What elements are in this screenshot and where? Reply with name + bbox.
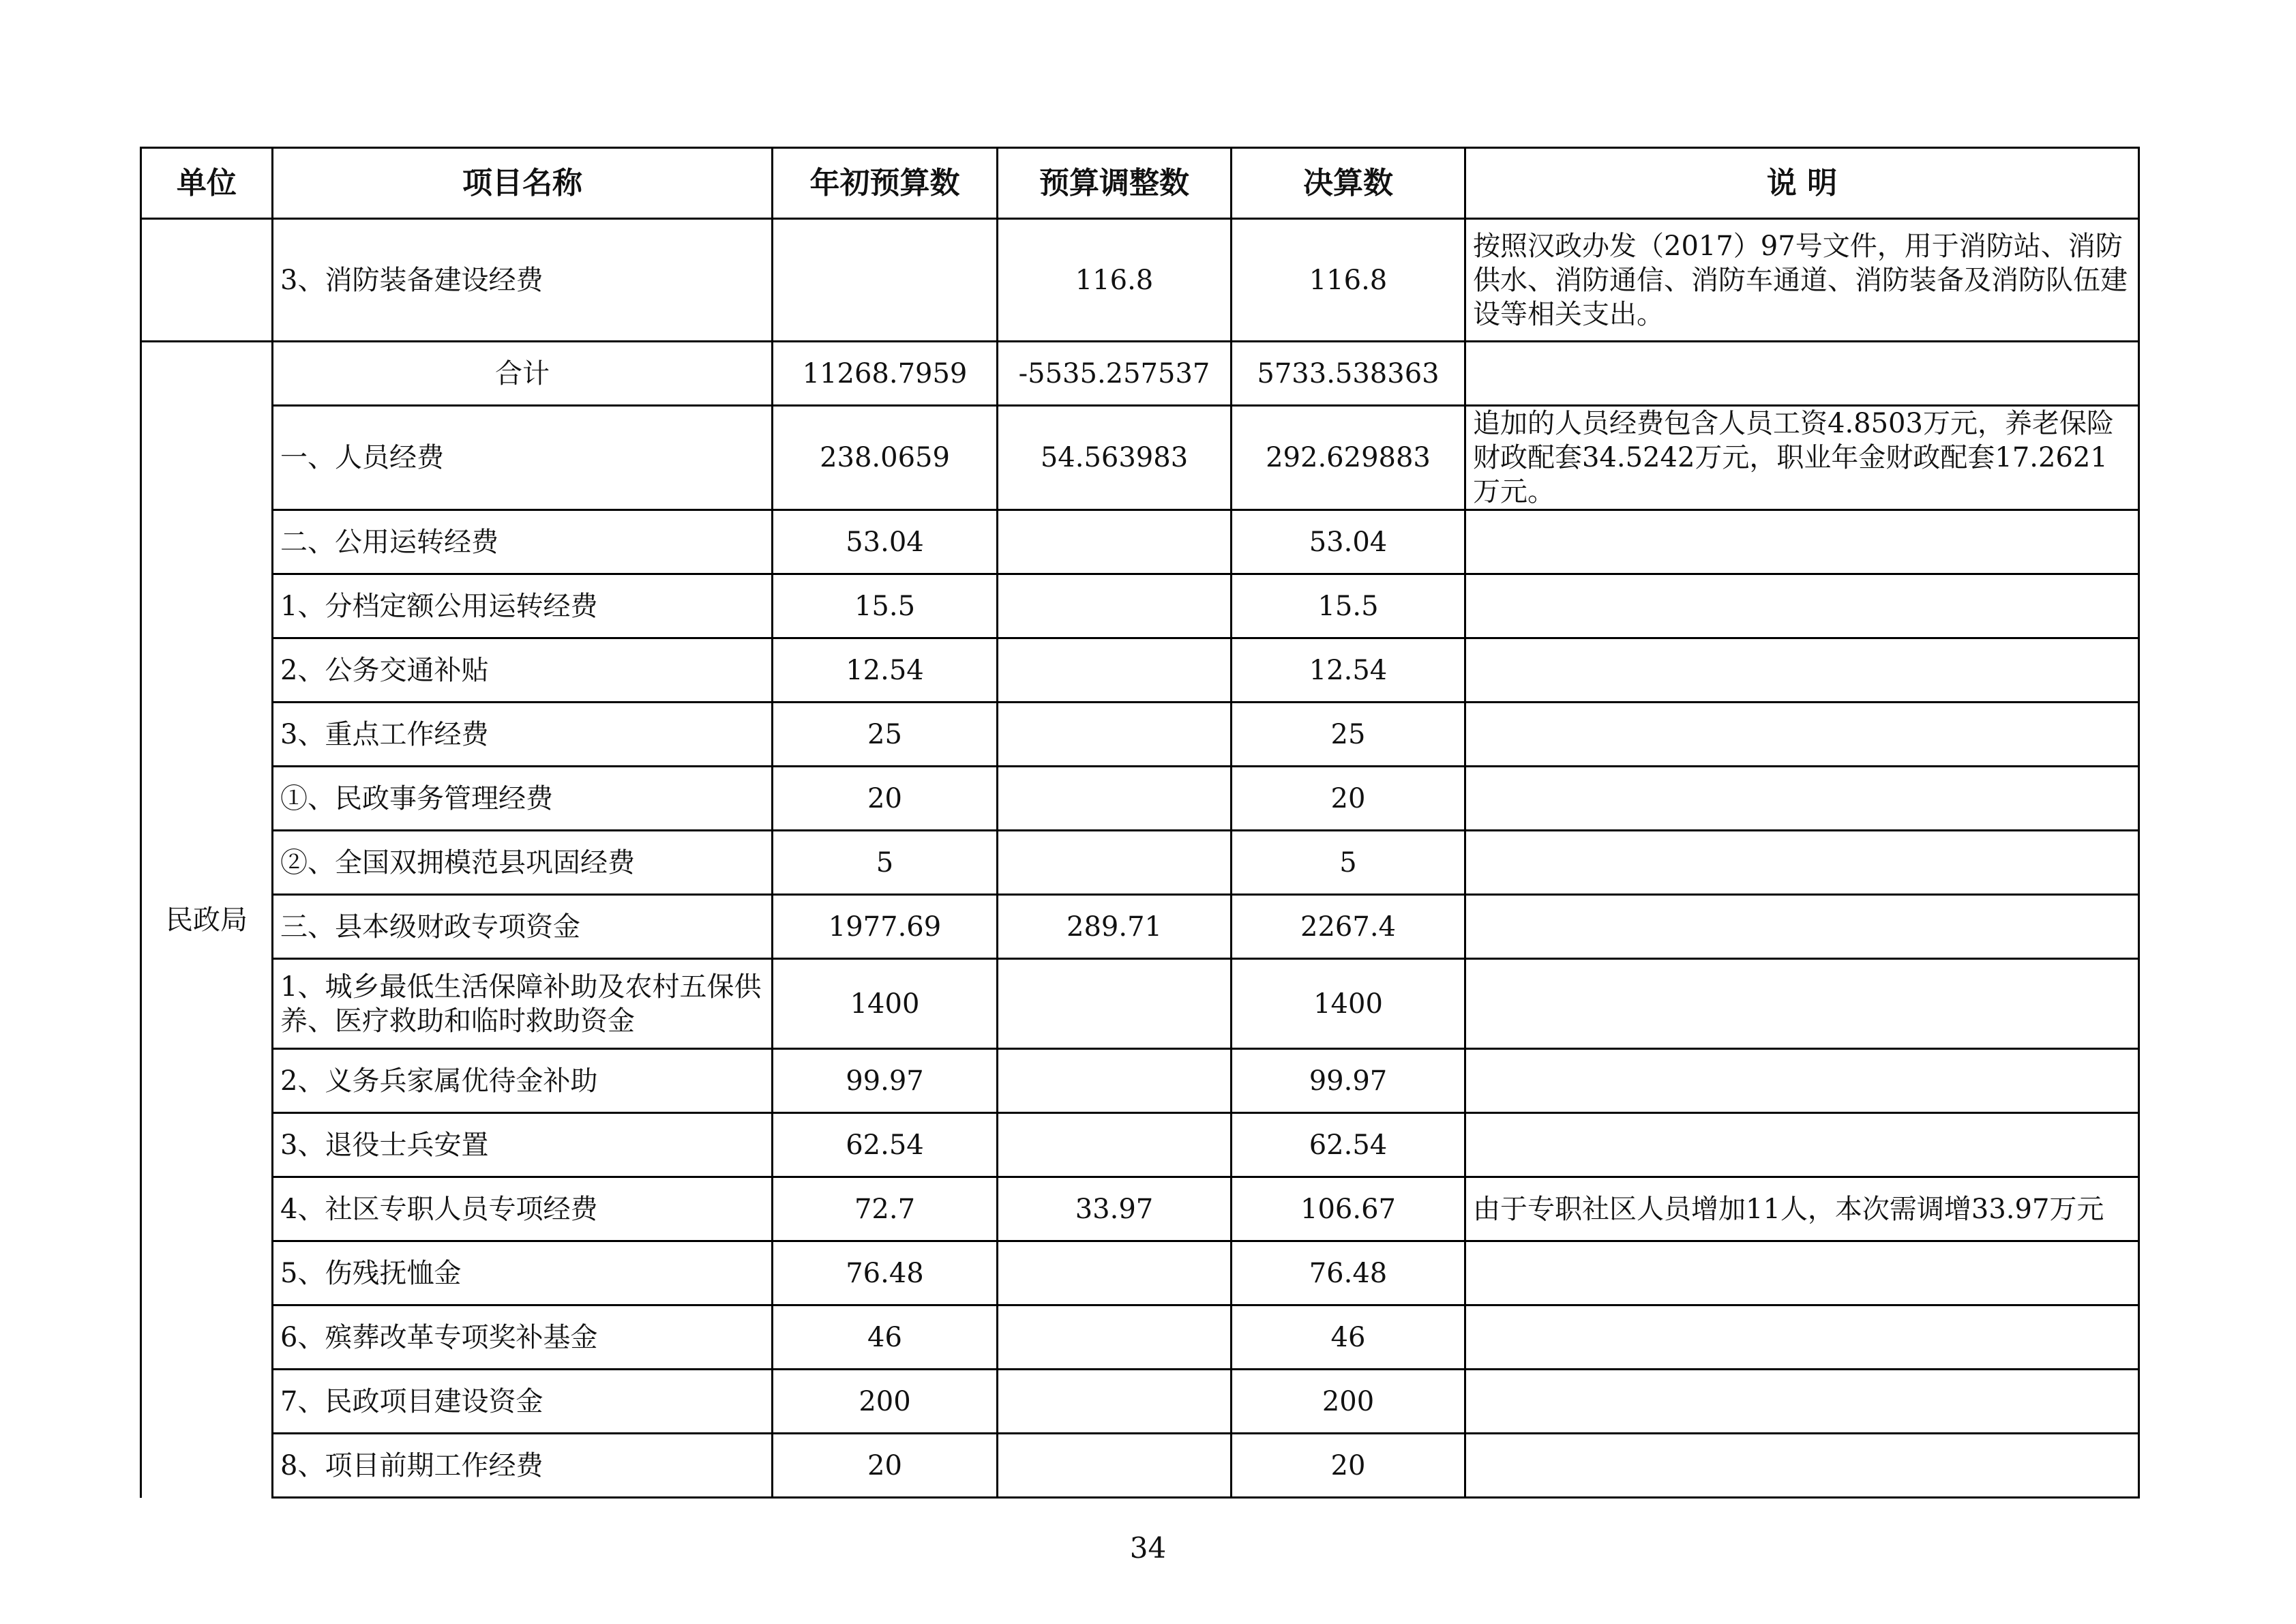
- project-name-cell: 合计: [273, 342, 773, 406]
- initial-budget-cell: [773, 219, 998, 342]
- table-row: [141, 703, 2139, 767]
- table-row: [141, 510, 2139, 574]
- project-name-cell: ②、全国双拥模范县巩固经费: [273, 831, 773, 895]
- table-row: [141, 1177, 2139, 1241]
- table-row: [141, 767, 2139, 831]
- adjustment-cell: 116.8: [998, 219, 1232, 342]
- table-header-row: [141, 148, 2139, 219]
- initial-budget-cell: 20: [773, 1434, 998, 1498]
- project-name-cell: 1、城乡最低生活保障补助及农村五保供养、医疗救助和临时救助资金: [273, 959, 773, 1049]
- initial-budget-cell: 99.97: [773, 1049, 998, 1113]
- final-account-cell: 12.54: [1232, 638, 1465, 703]
- header-initial-budget: 年初预算数: [773, 148, 998, 219]
- note-cell: [1465, 1049, 2139, 1113]
- note-cell: [1465, 767, 2139, 831]
- table-row: [141, 959, 2139, 1049]
- unit-cell: [141, 219, 273, 342]
- initial-budget-cell: 5: [773, 831, 998, 895]
- unit-cell: 民政局: [141, 342, 273, 1498]
- initial-budget-cell: 200: [773, 1370, 998, 1434]
- table-row: [141, 1241, 2139, 1305]
- note-cell: [1465, 1241, 2139, 1305]
- adjustment-cell: [998, 1370, 1232, 1434]
- header-budget-adjustment: 预算调整数: [998, 148, 1232, 219]
- adjustment-cell: 54.563983: [998, 406, 1232, 510]
- note-cell: [1465, 574, 2139, 638]
- project-name-cell: 1、分档定额公用运转经费: [273, 574, 773, 638]
- note-cell: [1465, 342, 2139, 406]
- adjustment-cell: [998, 767, 1232, 831]
- header-project-name: 项目名称: [273, 148, 773, 219]
- budget-table: [140, 147, 2140, 1498]
- initial-budget-cell: 72.7: [773, 1177, 998, 1241]
- final-account-cell: 15.5: [1232, 574, 1465, 638]
- initial-budget-cell: 25: [773, 703, 998, 767]
- adjustment-cell: [998, 1049, 1232, 1113]
- initial-budget-cell: 1400: [773, 959, 998, 1049]
- initial-budget-cell: 76.48: [773, 1241, 998, 1305]
- project-name-cell: 三、县本级财政专项资金: [273, 895, 773, 959]
- final-account-cell: 99.97: [1232, 1049, 1465, 1113]
- initial-budget-cell: 15.5: [773, 574, 998, 638]
- table-row: [141, 219, 2139, 342]
- note-cell: [1465, 703, 2139, 767]
- table-row: [141, 1113, 2139, 1177]
- project-name-cell: 3、重点工作经费: [273, 703, 773, 767]
- table-row: [141, 1434, 2139, 1498]
- final-account-cell: 76.48: [1232, 1241, 1465, 1305]
- project-name-cell: 5、伤残抚恤金: [273, 1241, 773, 1305]
- page-number: 34: [1129, 1531, 1167, 1565]
- adjustment-cell: [998, 831, 1232, 895]
- adjustment-cell: [998, 959, 1232, 1049]
- project-name-cell: 7、民政项目建设资金: [273, 1370, 773, 1434]
- table-row: [141, 1370, 2139, 1434]
- final-account-cell: 46: [1232, 1305, 1465, 1370]
- initial-budget-cell: 1977.69: [773, 895, 998, 959]
- table-row: [141, 406, 2139, 510]
- project-name-cell: 4、社区专职人员专项经费: [273, 1177, 773, 1241]
- adjustment-cell: [998, 1434, 1232, 1498]
- header-unit: 单位: [141, 148, 273, 219]
- final-account-cell: 25: [1232, 703, 1465, 767]
- note-cell: 按照汉政办发（2017）97号文件，用于消防站、消防供水、消防通信、消防车通道、消防装备及消防队伍建设等相关支出。: [1465, 219, 2139, 342]
- table-row: [141, 895, 2139, 959]
- header-note: 说 明: [1465, 148, 2139, 219]
- initial-budget-cell: 62.54: [773, 1113, 998, 1177]
- final-account-cell: 292.629883: [1232, 406, 1465, 510]
- project-name-cell: 3、退役士兵安置: [273, 1113, 773, 1177]
- project-name-cell: 一、人员经费: [273, 406, 773, 510]
- note-cell: [1465, 831, 2139, 895]
- final-account-cell: 1400: [1232, 959, 1465, 1049]
- note-cell: [1465, 1370, 2139, 1434]
- header-final-account: 决算数: [1232, 148, 1465, 219]
- note-cell: [1465, 959, 2139, 1049]
- adjustment-cell: [998, 510, 1232, 574]
- adjustment-cell: [998, 1113, 1232, 1177]
- table-row: [141, 342, 2139, 406]
- note-cell: 追加的人员经费包含人员工资4.8503万元，养老保险财政配套34.5242万元，职业年金财政配套17.2621万元。: [1465, 406, 2139, 510]
- note-cell: [1465, 510, 2139, 574]
- final-account-cell: 5: [1232, 831, 1465, 895]
- adjustment-cell: [998, 1305, 1232, 1370]
- adjustment-cell: [998, 703, 1232, 767]
- final-account-cell: 2267.4: [1232, 895, 1465, 959]
- project-name-cell: 2、义务兵家属优待金补助: [273, 1049, 773, 1113]
- initial-budget-cell: 46: [773, 1305, 998, 1370]
- initial-budget-cell: 53.04: [773, 510, 998, 574]
- final-account-cell: 20: [1232, 1434, 1465, 1498]
- adjustment-cell: 33.97: [998, 1177, 1232, 1241]
- note-cell: [1465, 895, 2139, 959]
- final-account-cell: 53.04: [1232, 510, 1465, 574]
- table-row: [141, 831, 2139, 895]
- table-row: [141, 1049, 2139, 1113]
- final-account-cell: 62.54: [1232, 1113, 1465, 1177]
- table-row: [141, 638, 2139, 703]
- note-cell: [1465, 1113, 2139, 1177]
- project-name-cell: 二、公用运转经费: [273, 510, 773, 574]
- final-account-cell: 116.8: [1232, 219, 1465, 342]
- adjustment-cell: -5535.257537: [998, 342, 1232, 406]
- final-account-cell: 200: [1232, 1370, 1465, 1434]
- note-cell: [1465, 638, 2139, 703]
- note-cell: [1465, 1434, 2139, 1498]
- project-name-cell: 2、公务交通补贴: [273, 638, 773, 703]
- table-row: [141, 1305, 2139, 1370]
- table-row: [141, 574, 2139, 638]
- initial-budget-cell: 238.0659: [773, 406, 998, 510]
- initial-budget-cell: 11268.7959: [773, 342, 998, 406]
- adjustment-cell: 289.71: [998, 895, 1232, 959]
- note-cell: [1465, 1305, 2139, 1370]
- adjustment-cell: [998, 1241, 1232, 1305]
- final-account-cell: 106.67: [1232, 1177, 1465, 1241]
- initial-budget-cell: 20: [773, 767, 998, 831]
- project-name-cell: ①、民政事务管理经费: [273, 767, 773, 831]
- adjustment-cell: [998, 638, 1232, 703]
- project-name-cell: 6、殡葬改革专项奖补基金: [273, 1305, 773, 1370]
- adjustment-cell: [998, 574, 1232, 638]
- project-name-cell: 8、项目前期工作经费: [273, 1434, 773, 1498]
- final-account-cell: 5733.538363: [1232, 342, 1465, 406]
- final-account-cell: 20: [1232, 767, 1465, 831]
- note-cell: 由于专职社区人员增加11人，本次需调增33.97万元: [1465, 1177, 2139, 1241]
- project-name-cell: 3、消防装备建设经费: [273, 219, 773, 342]
- initial-budget-cell: 12.54: [773, 638, 998, 703]
